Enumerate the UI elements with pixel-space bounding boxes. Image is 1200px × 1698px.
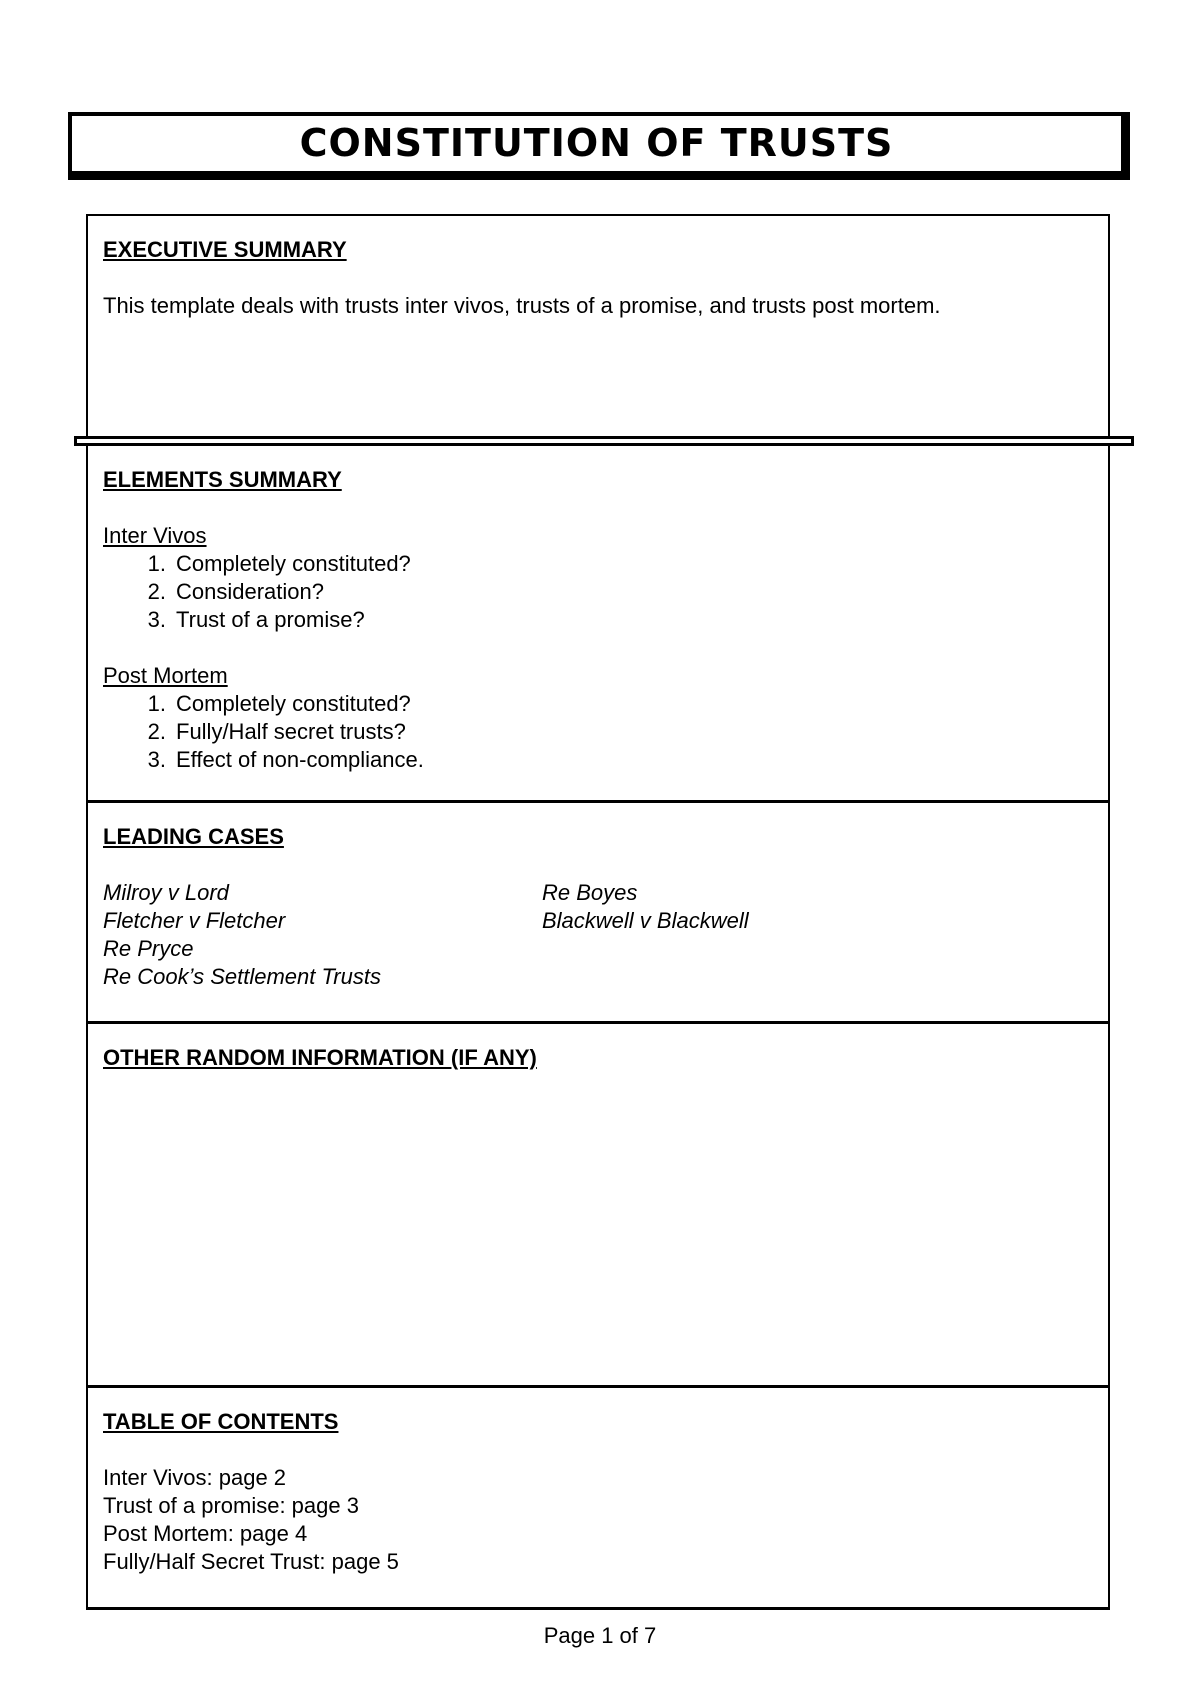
case-name: Re Cook’s Settlement Trusts [103,964,381,989]
leading-cases-right-column [542,879,749,991]
list-item [103,550,1093,578]
post-mortem-list [103,690,1093,774]
list-item-text: Fully/Half secret trusts? [176,719,406,744]
list-item-number: 1. [147,551,166,576]
list-item-number: 3. [147,607,166,632]
list-item-number: 2. [147,719,166,744]
case-name: Re Boyes [542,880,638,905]
list-item [103,578,1093,606]
executive-summary-section [86,214,1110,436]
group-label-inter-vivos: Inter Vivos [103,523,207,548]
table-of-contents-section [86,1388,1110,1610]
list-item [103,746,1093,774]
case-name: Fletcher v Fletcher [103,908,286,933]
leading-cases-left-column [103,879,542,991]
toc-entry: Trust of a promise: page 3 [103,1493,359,1518]
toc-entry: Fully/Half Secret Trust: page 5 [103,1549,399,1574]
list-item-text: Trust of a promise? [176,607,365,632]
list-item [103,718,1093,746]
list-item-text: Completely constituted? [176,691,411,716]
group-label-post-mortem: Post Mortem [103,663,228,688]
elements-summary-section [86,446,1110,803]
list-item-text: Effect of non-compliance. [176,747,424,772]
case-name: Blackwell v Blackwell [542,908,749,933]
list-item [103,606,1093,634]
table-of-contents-heading: TABLE OF CONTENTS [103,1409,339,1434]
other-information-section [86,1024,1110,1388]
list-item [103,690,1093,718]
list-item-text: Completely constituted? [176,551,411,576]
list-item-number: 3. [147,747,166,772]
toc-entry: Post Mortem: page 4 [103,1521,308,1546]
section-divider-bar [74,436,1134,446]
case-name: Re Pryce [103,936,194,961]
leading-cases-heading: LEADING CASES [103,824,284,849]
document-title: CONSTITUTION OF TRUSTS [299,120,894,165]
list-item-number: 1. [147,691,166,716]
toc-entry: Inter Vivos: page 2 [103,1465,287,1490]
page-number-footer: Page 1 of 7 [543,1623,657,1648]
case-name: Milroy v Lord [103,880,229,905]
elements-summary-heading: ELEMENTS SUMMARY [103,467,342,492]
executive-summary-text: This template deals with trusts inter vivos, trusts of a promise, and trusts post mortem. [103,293,941,318]
leading-cases-grid [103,879,1093,991]
leading-cases-section [86,803,1110,1024]
list-item-text: Consideration? [176,579,324,604]
inter-vivos-list [103,550,1093,634]
document-title-banner [68,112,1130,180]
list-item-number: 2. [147,579,166,604]
executive-summary-heading: EXECUTIVE SUMMARY [103,237,347,262]
other-information-heading: OTHER RANDOM INFORMATION (IF ANY) [103,1045,537,1070]
